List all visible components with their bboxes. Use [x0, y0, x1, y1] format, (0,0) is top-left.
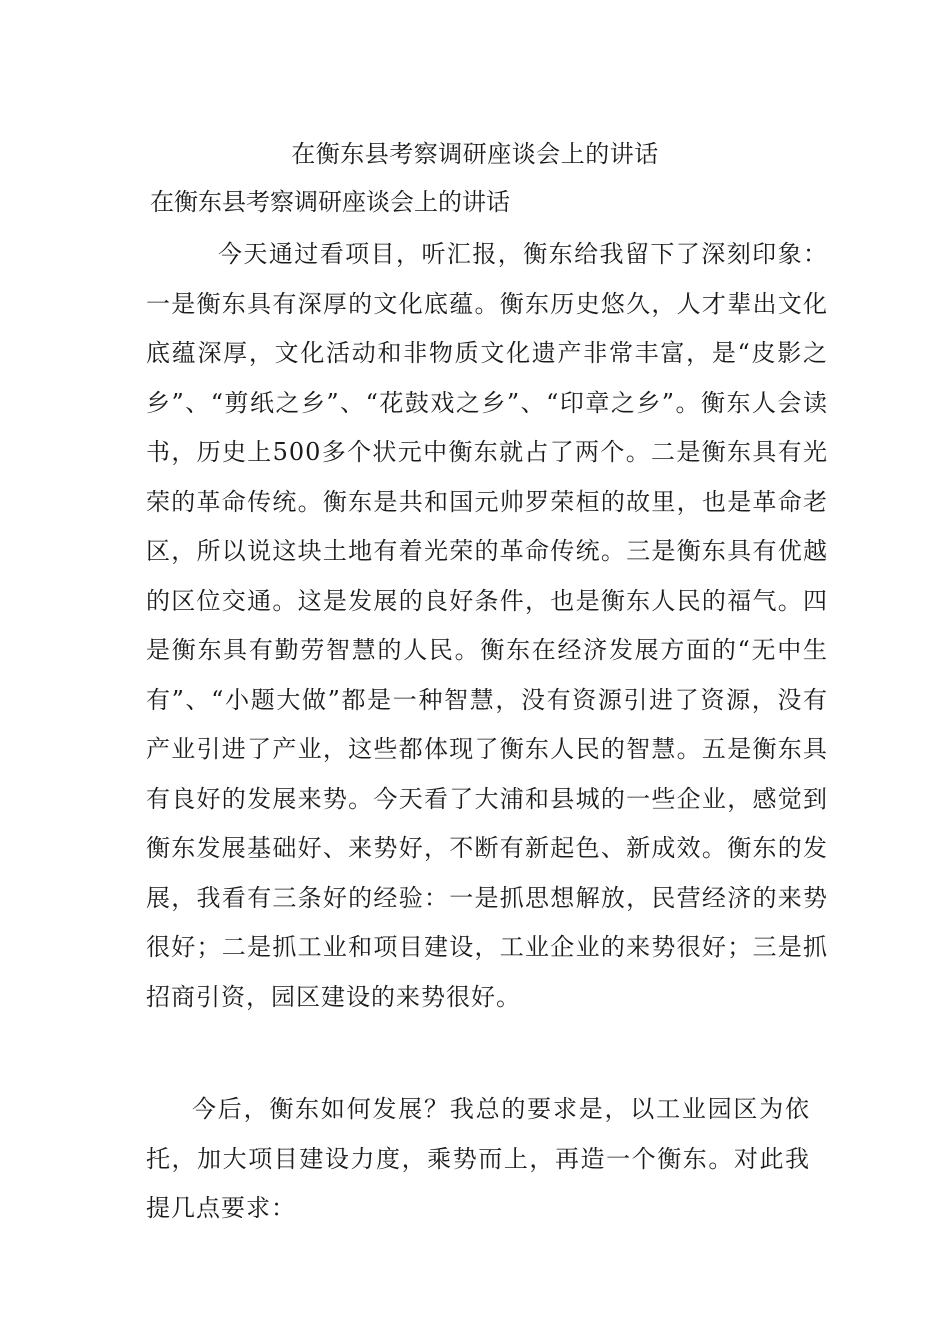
document-subtitle: 在衡东县考察调研座谈会上的讲话 — [150, 188, 510, 216]
body-paragraph-1: 今天通过看项目，听汇报，衡东给我留下了深刻印象：一是衡东具有深厚的文化底蕴。衡东历史悠久，人才辈出文化底蕴深厚，文化活动和非物质文化遗产非常丰富，是“皮影之乡”、“剪纸之乡”、“花鼓戏之乡”、“印章之乡”。衡东人会读书，历史上500多个状元中衡东就占了两个。二是衡东具有光荣的革命传统。衡东是共和国元帅罗荣桓的故里，也是革命老区，所以说这块土地有着光荣的革命传统。三是衡东具有优越的区位交通。这是发展的良好条件，也是衡东人民的福气。四是衡东具有勤劳智慧的人民。衡东在经济发展方面的“无中生有”、“小题大做”都是一种智慧，没有资源引进了资源，没有产业引进了产业，这些都体现了衡东人民的智慧。五是衡东具有良好的发展来势。今天看了大浦和县城的一些企业，感觉到衡东发展基础好、来势好，不断有新起色、新成效。衡东的发展，我看有三条好的经验：一是抓思想解放，民营经济的来势很好；二是抓工业和项目建设，工业企业的来势很好；三是抓招商引资，园区建设的来势很好。 — [146, 240, 828, 1011]
body-paragraph-2: 今后，衡东如何发展？我总的要求是，以工业园区为依托，加大项目建设力度，乘势而上，再造一个衡东。对此我提几点要求： — [146, 1095, 810, 1222]
document-title: 在衡东县考察调研座谈会上的讲话 — [291, 140, 659, 168]
